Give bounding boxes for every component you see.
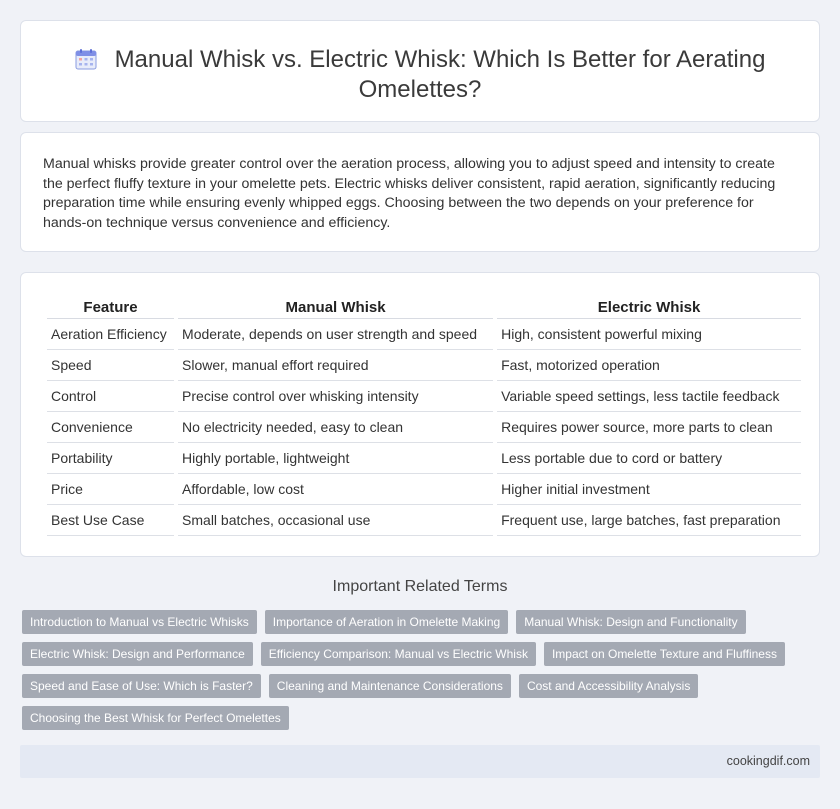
table-row (47, 350, 801, 381)
feature-cell: Best Use Case (47, 505, 174, 536)
footer-site-name[interactable]: cookingdif.com (726, 754, 810, 768)
column-header-feature: Feature (47, 297, 174, 319)
manual-cell: Small batches, occasional use (178, 505, 493, 536)
feature-cell: Convenience (47, 412, 174, 443)
electric-cell: Variable speed settings, less tactile feedback (497, 381, 801, 412)
table-row (47, 319, 801, 350)
feature-cell: Aeration Efficiency (47, 319, 174, 350)
related-tag[interactable]: Importance of Aeration in Omelette Making (265, 610, 508, 634)
related-terms-tags (22, 610, 812, 730)
related-tag[interactable]: Electric Whisk: Design and Performance (22, 642, 253, 666)
column-header-electric: Electric Whisk (497, 297, 801, 319)
table-row (47, 412, 801, 443)
manual-cell: Affordable, low cost (178, 474, 493, 505)
electric-cell: Less portable due to cord or battery (497, 443, 801, 474)
related-tag[interactable]: Cost and Accessibility Analysis (519, 674, 698, 698)
comparison-card (20, 272, 820, 557)
feature-cell: Portability (47, 443, 174, 474)
related-tag[interactable]: Speed and Ease of Use: Which is Faster? (22, 674, 261, 698)
manual-cell: No electricity needed, easy to clean (178, 412, 493, 443)
footer-bar (20, 745, 820, 778)
feature-cell: Speed (47, 350, 174, 381)
related-tag[interactable]: Efficiency Comparison: Manual vs Electric Whisk (261, 642, 536, 666)
title-card (20, 20, 820, 122)
page-title: Manual Whisk vs. Electric Whisk: Which Is Better for Aerating Omelettes? (114, 46, 766, 103)
related-tag[interactable]: Manual Whisk: Design and Functionality (516, 610, 745, 634)
manual-cell: Highly portable, lightweight (178, 443, 493, 474)
manual-cell: Moderate, depends on user strength and speed (178, 319, 493, 350)
feature-cell: Price (47, 474, 174, 505)
electric-cell: Requires power source, more parts to clean (497, 412, 801, 443)
comparison-table (43, 297, 805, 536)
calendar-icon (75, 48, 97, 70)
related-tag[interactable]: Impact on Omelette Texture and Fluffiness (544, 642, 785, 666)
table-row (47, 505, 801, 536)
column-header-manual: Manual Whisk (178, 297, 493, 319)
feature-cell: Control (47, 381, 174, 412)
electric-cell: Higher initial investment (497, 474, 801, 505)
related-tag[interactable]: Introduction to Manual vs Electric Whisks (22, 610, 257, 634)
related-tag[interactable]: Choosing the Best Whisk for Perfect Omelettes (22, 706, 289, 730)
table-row (47, 443, 801, 474)
manual-cell: Slower, manual effort required (178, 350, 493, 381)
table-row (47, 474, 801, 505)
related-tag[interactable]: Cleaning and Maintenance Considerations (269, 674, 511, 698)
electric-cell: Fast, motorized operation (497, 350, 801, 381)
table-row (47, 381, 801, 412)
manual-cell: Precise control over whisking intensity (178, 381, 493, 412)
related-terms-heading: Important Related Terms (332, 578, 508, 595)
page-title-wrap (21, 45, 819, 105)
intro-paragraph: Manual whisks provide greater control over the aeration process, allowing you to adjust speed and intensity to create the perfect fluffy texture in your omelette pets. Electric whisks deliver consistent, rapid aeration, significantly reducing preparation time while ensuring evenly whipped eggs. Choosing between the two depends on your preference for hands-on technique versus convenience and efficiency. (43, 156, 776, 231)
electric-cell: High, consistent powerful mixing (497, 319, 801, 350)
intro-card (20, 132, 820, 252)
table-header-row (47, 297, 801, 319)
electric-cell: Frequent use, large batches, fast preparation (497, 505, 801, 536)
